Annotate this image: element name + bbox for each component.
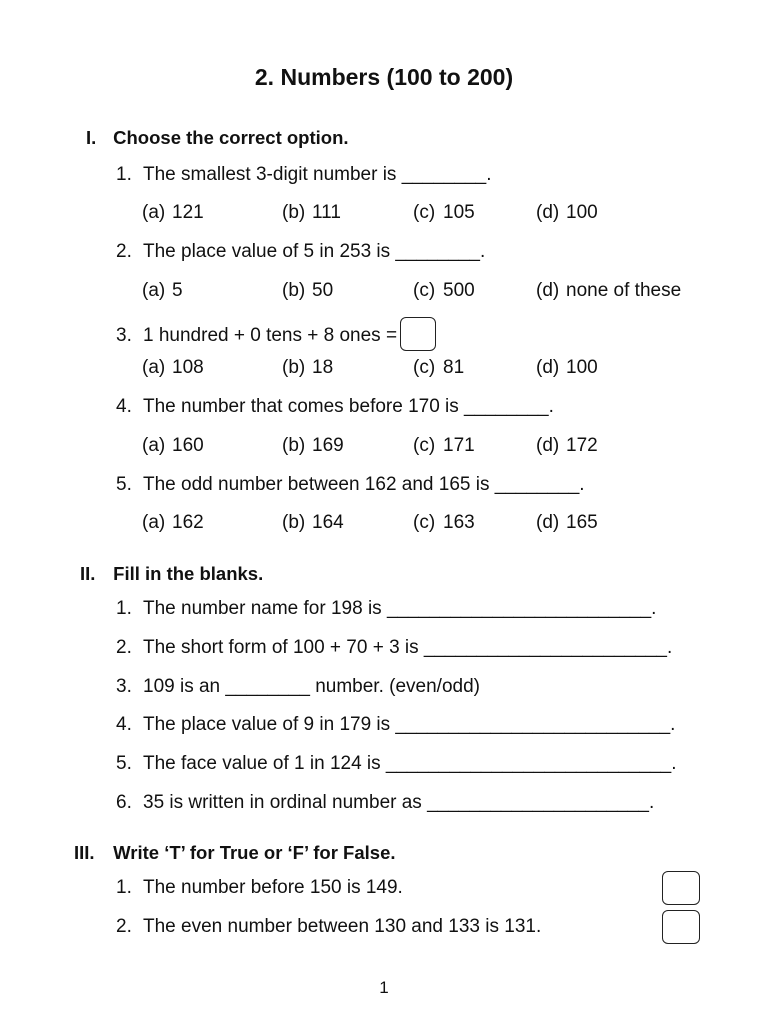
option-b[interactable]: (b) 164 <box>282 512 344 533</box>
page-number: 1 <box>379 978 389 997</box>
question-number: 3. <box>116 325 132 347</box>
option-c[interactable]: (c) 500 <box>413 280 475 301</box>
section-2-number: II. <box>80 563 96 584</box>
question-text: The smallest 3-digit number is ________. <box>143 164 492 185</box>
question-number: 5. <box>116 753 132 774</box>
question-number: 2. <box>116 916 132 937</box>
option-a[interactable]: (a) 121 <box>142 202 204 223</box>
question-number: 2. <box>116 637 132 658</box>
fill-question-4[interactable] <box>116 714 675 736</box>
question-text: The number before 150 is 149. <box>143 877 403 898</box>
question-text: The number that comes before 170 is ________. <box>143 396 554 417</box>
question-text: The place value of 5 in 253 is ________. <box>143 241 486 262</box>
answer-box[interactable] <box>400 317 436 351</box>
section-3-title: Write ‘T’ for True or ‘F’ for False. <box>113 842 396 863</box>
option-b[interactable]: (b) 169 <box>282 435 344 456</box>
question-number: 4. <box>116 714 132 735</box>
fill-question-2[interactable] <box>116 637 672 659</box>
fill-question-1[interactable] <box>116 598 656 620</box>
option-c[interactable]: (c) 105 <box>413 202 475 223</box>
tf-answer-box-1[interactable] <box>662 871 700 905</box>
fill-question-6[interactable] <box>116 792 654 814</box>
question-number: 4. <box>116 396 132 417</box>
section-1-number: I. <box>86 127 97 148</box>
option-b[interactable]: (b) 18 <box>282 357 334 378</box>
option-b[interactable]: (b) 50 <box>282 280 334 301</box>
question-text: The short form of 100 + 70 + 3 is _______________________. <box>143 637 673 658</box>
fill-question-3[interactable] <box>116 676 480 698</box>
question-number: 3. <box>116 676 132 697</box>
mcq-question-4 <box>116 396 554 418</box>
mcq-question-3 <box>116 319 436 353</box>
option-d[interactable]: (d) 165 <box>536 512 598 533</box>
question-number: 1. <box>116 164 132 185</box>
option-a[interactable]: (a) 5 <box>142 280 183 301</box>
question-number: 2. <box>116 241 132 262</box>
option-c[interactable]: (c) 81 <box>413 357 465 378</box>
page-title: 2. Numbers (100 to 200) <box>254 64 514 90</box>
question-text: The odd number between 162 and 165 is ________. <box>143 474 585 495</box>
option-a[interactable]: (a) 160 <box>142 435 204 456</box>
option-c[interactable]: (c) 171 <box>413 435 475 456</box>
option-b[interactable]: (b) 111 <box>282 202 341 223</box>
section-2-title: Fill in the blanks. <box>113 563 264 584</box>
mcq-question-2 <box>116 241 485 263</box>
question-text: The face value of 1 in 124 is ___________________________. <box>143 753 677 774</box>
section-3-heading <box>74 842 396 864</box>
option-c[interactable]: (c) 163 <box>413 512 475 533</box>
question-text: 1 hundred + 0 tens + 8 ones = <box>143 325 398 347</box>
option-d[interactable]: (d) none of these <box>536 280 682 301</box>
question-text: 109 is an ________ number. (even/odd) <box>143 676 480 697</box>
question-text: 35 is written in ordinal number as _____________________. <box>143 792 655 813</box>
option-a[interactable]: (a) 162 <box>142 512 204 533</box>
tf-question-1 <box>116 877 403 899</box>
question-text: The number name for 198 is _________________________. <box>143 598 657 619</box>
tf-answer-box-2[interactable] <box>662 910 700 944</box>
tf-question-2 <box>116 916 541 938</box>
mcq-question-5 <box>116 474 585 496</box>
option-d[interactable]: (d) 100 <box>536 202 598 223</box>
option-d[interactable]: (d) 172 <box>536 435 598 456</box>
question-text: The place value of 9 in 179 is __________________________. <box>143 714 676 735</box>
section-3-number: III. <box>74 842 95 863</box>
question-number: 5. <box>116 474 132 495</box>
option-d[interactable]: (d) 100 <box>536 357 598 378</box>
section-1-title: Choose the correct option. <box>113 127 349 148</box>
fill-question-5[interactable] <box>116 753 677 775</box>
question-text: The even number between 130 and 133 is 131. <box>143 916 542 937</box>
section-2-heading <box>80 563 263 585</box>
question-number: 1. <box>116 598 132 619</box>
question-number: 1. <box>116 877 132 898</box>
section-1-heading <box>86 127 349 149</box>
mcq-question-1 <box>116 164 492 186</box>
question-number: 6. <box>116 792 132 813</box>
option-a[interactable]: (a) 108 <box>142 357 204 378</box>
